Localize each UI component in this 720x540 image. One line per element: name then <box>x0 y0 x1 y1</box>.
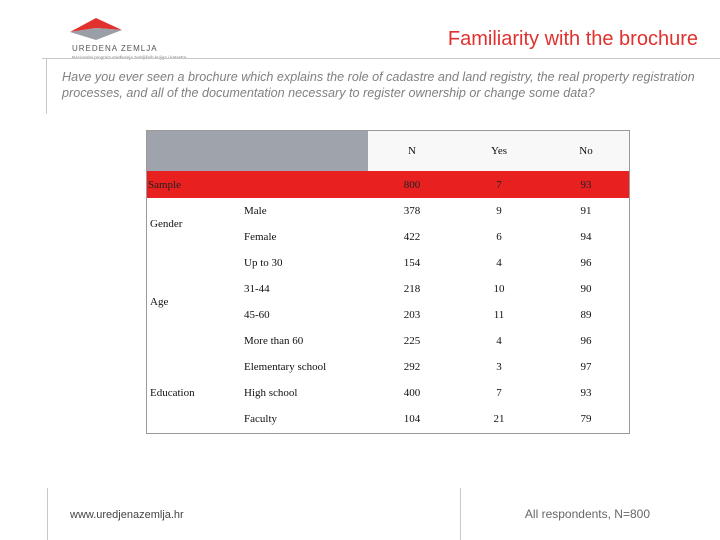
sample-row <box>146 171 630 198</box>
row-yes: 6 <box>456 224 542 250</box>
row-label: High school <box>242 380 368 406</box>
row-no: 90 <box>542 276 630 302</box>
row-yes: 3 <box>456 354 542 380</box>
row-yes: 7 <box>456 380 542 406</box>
row-n: 400 <box>368 380 456 406</box>
row-n: 225 <box>368 328 456 354</box>
footer-note: All respondents, N=800 <box>524 507 650 521</box>
row-n: 422 <box>368 224 456 250</box>
row-label: Faculty <box>242 406 368 432</box>
group-label-education: Education <box>146 354 242 432</box>
logo-name: UREDENA ZEMLJA <box>72 44 158 53</box>
row-n: 378 <box>368 198 456 224</box>
row-n: 292 <box>368 354 456 380</box>
row-yes: 21 <box>456 406 542 432</box>
row-yes: 10 <box>456 276 542 302</box>
row-n: 154 <box>368 250 456 276</box>
group-label-age: Age <box>146 250 242 354</box>
row-label: 31-44 <box>242 276 368 302</box>
group-label-gender: Gender <box>146 198 242 250</box>
sample-label: Sample <box>146 171 368 198</box>
table-row <box>146 250 630 276</box>
row-no: 89 <box>542 302 630 328</box>
page-title: Familiarity with the brochure <box>447 28 698 50</box>
survey-question: Have you ever seen a brochure which explains the role of cadastre and land registry, the real property registration processes, and all of the documentation necessary to register ownership or change some data? <box>62 70 695 100</box>
footer-url: www.uredjenazemlja.hr <box>70 509 184 521</box>
row-no: 93 <box>542 380 630 406</box>
column-header-n: N <box>368 130 456 171</box>
sample-yes: 7 <box>456 171 542 198</box>
table-row <box>146 198 630 224</box>
header-vertical-divider <box>46 58 47 114</box>
row-no: 94 <box>542 224 630 250</box>
sample-no: 93 <box>542 171 630 198</box>
row-label: 45-60 <box>242 302 368 328</box>
row-yes: 9 <box>456 198 542 224</box>
logo-mark-icon <box>66 16 126 46</box>
row-label: Up to 30 <box>242 250 368 276</box>
row-yes: 11 <box>456 302 542 328</box>
row-label: More than 60 <box>242 328 368 354</box>
header-divider <box>42 58 720 59</box>
row-label: Elementary school <box>242 354 368 380</box>
sample-n: 800 <box>368 171 456 198</box>
row-label: Male <box>242 198 368 224</box>
column-header-yes: Yes <box>456 130 542 171</box>
footer-vertical-divider <box>47 488 48 540</box>
table-header-blank <box>146 130 368 171</box>
row-label: Female <box>242 224 368 250</box>
table-row <box>146 354 630 380</box>
row-n: 218 <box>368 276 456 302</box>
row-n: 104 <box>368 406 456 432</box>
row-no: 91 <box>542 198 630 224</box>
row-n: 203 <box>368 302 456 328</box>
row-no: 97 <box>542 354 630 380</box>
row-no: 96 <box>542 250 630 276</box>
row-yes: 4 <box>456 250 542 276</box>
row-no: 79 <box>542 406 630 432</box>
row-yes: 4 <box>456 328 542 354</box>
column-header-no: No <box>542 130 630 171</box>
results-table <box>146 130 630 432</box>
row-no: 96 <box>542 328 630 354</box>
footer-vertical-divider-right <box>460 488 461 540</box>
table-header-row <box>146 130 630 171</box>
